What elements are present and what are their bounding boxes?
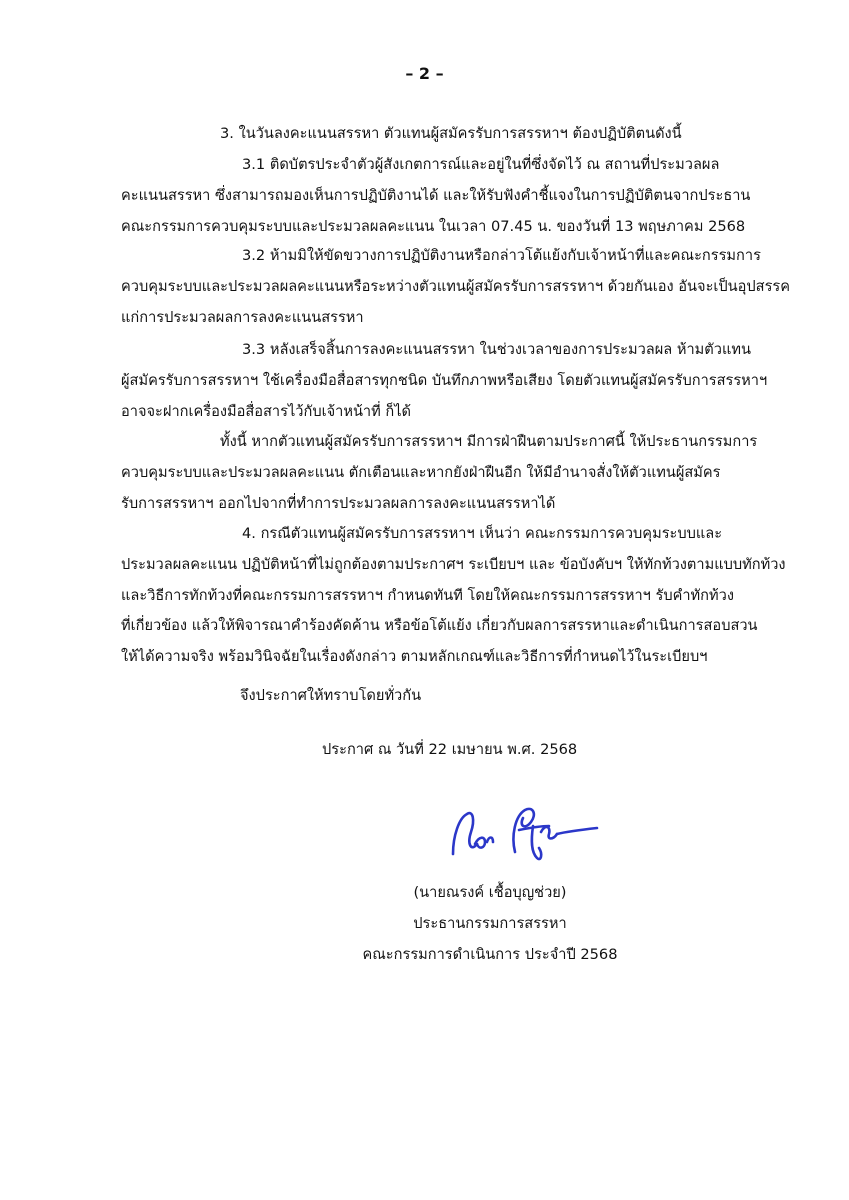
section-4-line-2: ประมวลผลคะแนน ปฏิบัติหน้าที่ไม่ถูกต้องตามประกาศฯ ระเบียบฯ และ ข้อบังคับฯ ให้ทักท้วงตามแบบทักท้วง	[121, 556, 786, 573]
signatory-committee: คณะกรรมการดำเนินการ ประจำปี 2568	[362, 946, 618, 963]
signatory-name: (นายณรงค์ เชื้อบุญช่วย)	[413, 884, 567, 901]
page-number: – 2 –	[405, 64, 444, 83]
section-3-2-line-1: 3.2 ห้ามมิให้ขัดขวางการปฏิบัติงานหรือกล่าวโต้แย้งกับเจ้าหน้าที่และคณะกรรมการ	[242, 247, 761, 264]
section-3-heading: 3. ในวันลงคะแนนสรรหา ตัวแทนผู้สมัครรับการสรรหาฯ ต้องปฏิบัติตนดังนี้	[220, 125, 682, 142]
section-3-1-line-1: 3.1 ติดบัตรประจำตัวผู้สังเกตการณ์และอยู่ในที่ซึ่งจัดไว้ ณ สถานที่ประมวลผล	[242, 156, 720, 173]
section-3-3-line-3: อาจจะฝากเครื่องมือสื่อสารไว้กับเจ้าหน้าที่ ก็ได้	[121, 403, 412, 420]
section-4-line-4: ที่เกี่ยวข้อง แล้วให้พิจารณาคำร้องคัดค้าน หรือข้อโต้แย้ง เกี่ยวกับผลการสรรหาและดำเนินการสอบสวน	[121, 617, 758, 634]
section-3-3-line-1: 3.3 หลังเสร็จสิ้นการลงคะแนนสรรหา ในช่วงเวลาของการประมวลผล ห้ามตัวแทน	[242, 341, 751, 358]
section-3-1-line-3: คณะกรรมการควบคุมระบบและประมวลผลคะแนน ในเวลา 07.45 น. ของวันที่ 13 พฤษภาคม 2568	[121, 218, 746, 235]
section-3-1-line-2: คะแนนสรรหา ซึ่งสามารถมองเห็นการปฏิบัติงานได้ และให้รับฟังคำชี้แจงในการปฏิบัติตนจากประธาน	[121, 187, 751, 204]
announcement-date: ประกาศ ณ วันที่ 22 เมษายน พ.ศ. 2568	[322, 741, 578, 758]
warning-line-1: ทั้งนี้ หากตัวแทนผู้สมัครรับการสรรหาฯ มีการฝ่าฝืนตามประกาศนี้ ให้ประธานกรรมการ	[220, 433, 758, 450]
section-3-2-line-3: แก่การประมวลผลการลงคะแนนสรรหา	[121, 309, 364, 326]
signatory-position: ประธานกรรมการสรรหา	[413, 915, 567, 932]
section-3-3-line-2: ผู้สมัครรับการสรรหาฯ ใช้เครื่องมือสื่อสารทุกชนิด บันทึกภาพหรือเสียง โดยตัวแทนผู้สมัครรับการสรรหาฯ	[121, 372, 768, 389]
section-4-line-1: 4. กรณีตัวแทนผู้สมัครรับการสรรหาฯ เห็นว่า คณะกรรมการควบคุมระบบและ	[242, 525, 723, 542]
section-4-line-3: และวิธีการทักท้วงที่คณะกรรมการสรรหาฯ กำหนดทันที โดยให้คณะกรรมการสรรหาฯ รับคำทักท้วง	[121, 587, 734, 604]
section-3-2-line-2: ควบคุมระบบและประมวลผลคะแนนหรือระหว่างตัวแทนผู้สมัครรับการสรรหาฯ ด้วยกันเอง อันจะเป็นอุปสรรค	[121, 278, 791, 295]
signature-image	[445, 796, 605, 876]
warning-line-2: ควบคุมระบบและประมวลผลคะแนน ตักเตือนและหากยังฝ่าฝืนอีก ให้มีอำนาจสั่งให้ตัวแทนผู้สมัคร	[121, 464, 721, 481]
closing-statement: จึงประกาศให้ทราบโดยทั่วกัน	[240, 687, 422, 704]
warning-line-3: รับการสรรหาฯ ออกไปจากที่ทำการประมวลผลการลงคะแนนสรรหาได้	[121, 495, 556, 512]
section-4-line-5: ให้ได้ความจริง พร้อมวินิจฉัยในเรื่องดังกล่าว ตามหลักเกณฑ์และวิธีการที่กำหนดไว้ในระเบียบฯ	[121, 648, 708, 665]
